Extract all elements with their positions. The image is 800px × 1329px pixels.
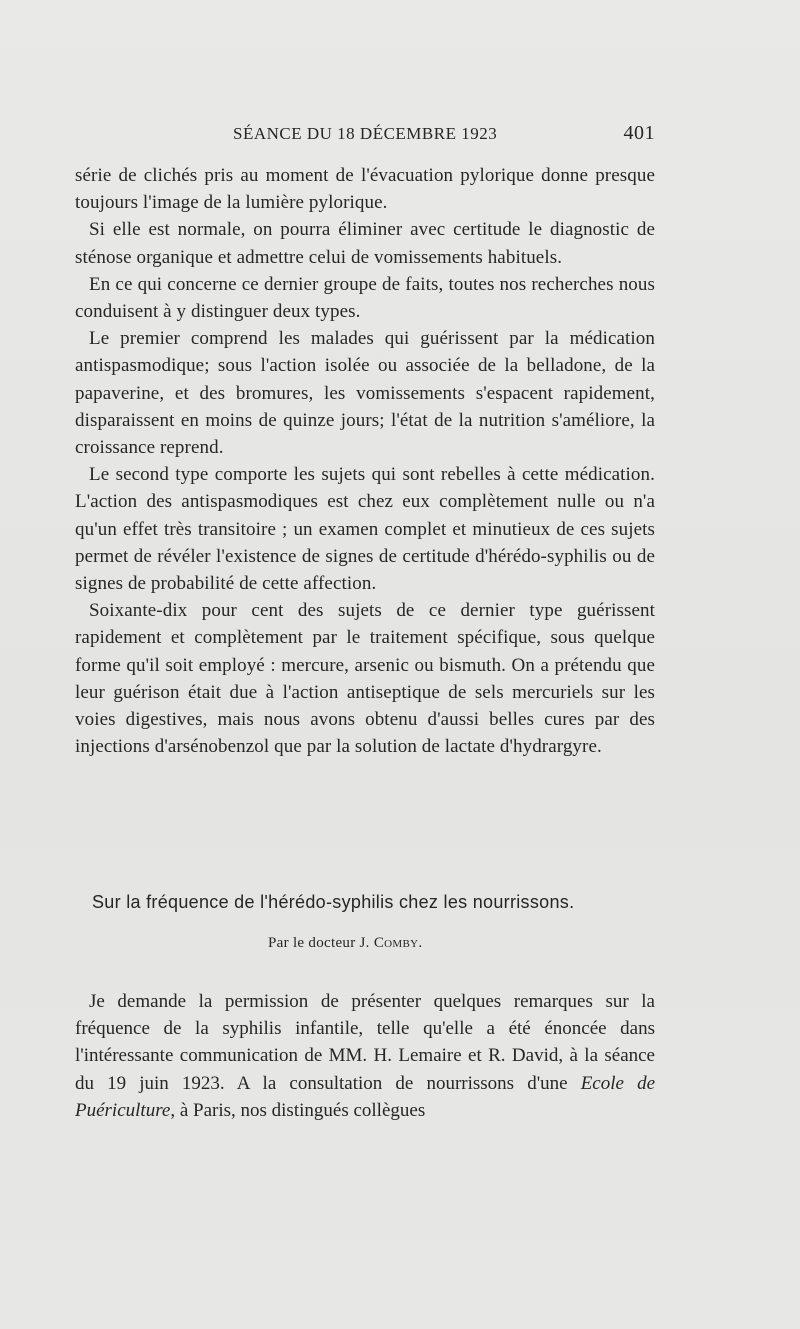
section-title: Sur la fréquence de l'hérédo-syphilis chez les nourrissons. (92, 892, 575, 912)
body-text (75, 162, 655, 760)
paragraph-continuation: série de clichés pris au moment de l'évacuation pylorique donne presque toujours l'image de la lumière pylorique. (75, 165, 655, 214)
paragraph: Le second type comporte les sujets qui sont rebelles à cette médication. L'action des antispasmodiques est chez eux complètement nulle ou n'a qu'un effet très transitoire ; un examen complet et minutieux de ces sujets permet de révéler l'existence de signes de certitude d'hérédo-syphilis ou de signes de probabilité de cette affection. (75, 464, 655, 595)
byline-prefix: Par le docteur J. (268, 935, 370, 951)
paragraph (75, 988, 655, 1124)
paragraph-text: Je demande la permission de présenter quelques remarques sur la fréquence de la syphilis infantile, telle qu'elle a été énoncée dans l'intéressante communication de MM. H. Lemaire et R. David, à la séance du 19 juin 1923. A la consultation de nourrissons d'une (75, 991, 655, 1094)
byline-author: Comby. (373, 935, 423, 951)
byline (268, 935, 422, 952)
running-title: SÉANCE DU 18 DÉCEMBRE 1923 (233, 124, 498, 143)
paragraph: En ce qui concerne ce dernier groupe de faits, toutes nos recherches nous conduisent à y distinguer deux types. (75, 273, 655, 323)
paragraph: Le premier comprend les malades qui guérissent par la médication antispasmodique; sous l'action isolée ou associée de la belladone, de la papaverine, et des bromures, les vomissements s'espacent rapidement, disparaissent en moins de quinze jours; l'état de la nutrition s'améliore, la croissance reprend. (75, 328, 655, 459)
page-number: 401 (623, 122, 655, 144)
section-body (75, 988, 655, 1124)
italic-text: Ecole de Puériculture (75, 1072, 655, 1121)
paragraph: Soixante-dix pour cent des sujets de ce dernier type guérissent rapidement et complètement par le traitement spécifique, sous quelque forme qu'il soit employé : mercure, arsenic ou bismuth. On a prétendu que leur guérison était due à l'action antiseptique de sels mercuriels sur les voies digestives, mais nous avons obtenu d'aussi belles cures par des injections d'arsénobenzol que par la solution de lactate d'hydrargyre. (75, 600, 655, 758)
running-head (75, 120, 655, 146)
paragraph: Si elle est normale, on pourra éliminer avec certitude le diagnostic de sténose organique et admettre celui de vomissements habituels. (75, 219, 655, 268)
paragraph-text: , à Paris, nos distingués collègues (170, 1099, 426, 1121)
